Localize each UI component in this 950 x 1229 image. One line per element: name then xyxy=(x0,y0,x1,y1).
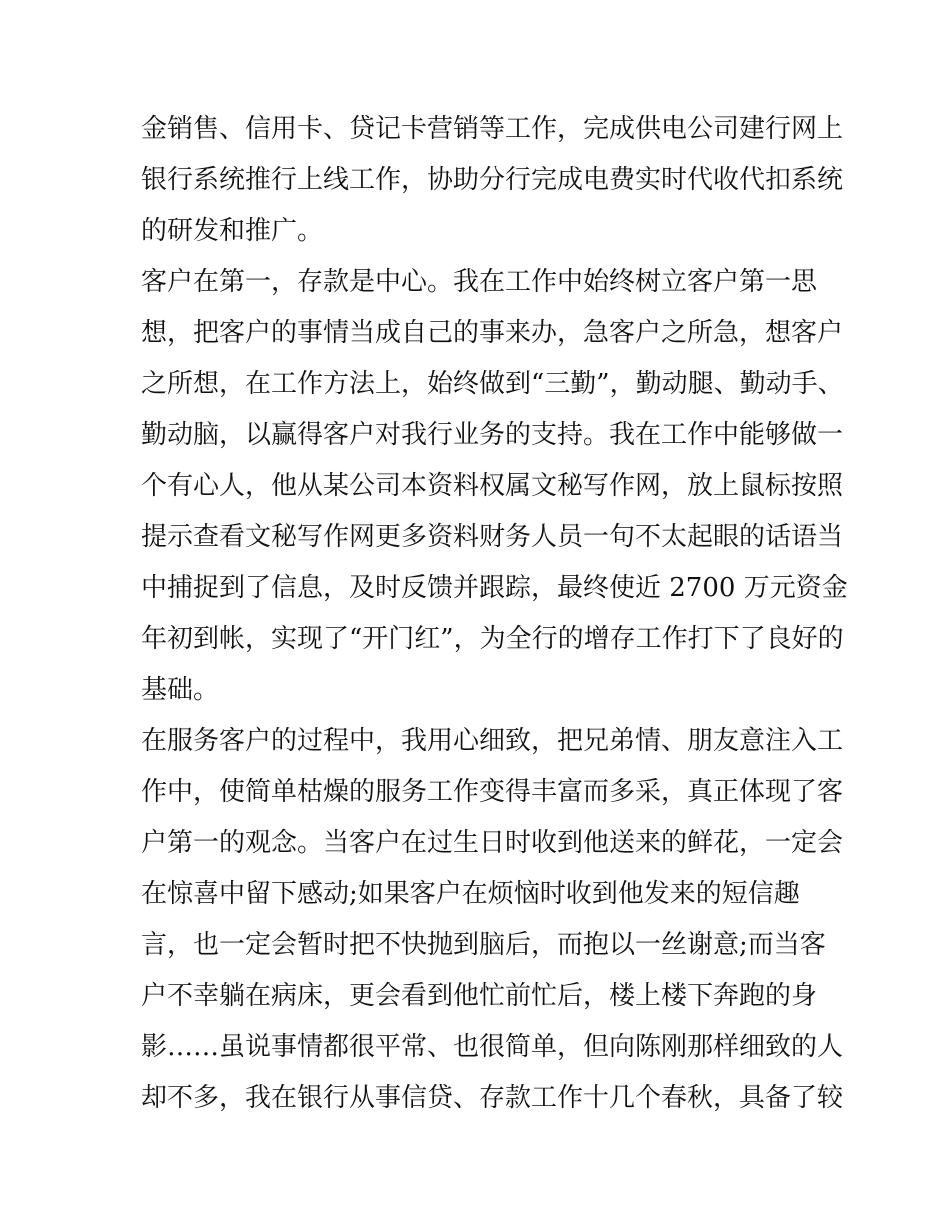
text-line: 在服务客户的过程中，我用心细致，把兄弟情、朋友意注入工 xyxy=(141,726,844,756)
text-line: 的研发和推广。 xyxy=(141,216,324,246)
text-line: 年初到帐，实现了“开门红”，为全行的增存工作打下了良好的 xyxy=(141,624,844,654)
text-line: 金销售、信用卡、贷记卡营销等工作，完成供电公司建行网上 xyxy=(141,114,844,144)
text-line: 基础。 xyxy=(141,675,220,705)
text-line: 个有心人，他从某公司本资料权属文秘写作网，放上鼠标按照 xyxy=(141,471,844,501)
text-line: 想，把客户的事情当成自己的事来办，急客户之所急，想客户 xyxy=(141,318,844,348)
text-line: 提示查看文秘写作网更多资料财务人员一句不太起眼的话语当 xyxy=(141,522,844,552)
text-line: 却不多，我在银行从事信贷、存款工作十几个春秋，具备了较 xyxy=(141,1083,844,1113)
text-line: 言，也一定会暂时把不快抛到脑后，而抱以一丝谢意;而当客 xyxy=(141,930,826,960)
text-line: 中捕捉到了信息，及时反馈并跟踪，最终使近 2700 万元资金 xyxy=(141,573,848,603)
text-line: 之所想，在工作方法上，始终做到“三勤”，勤动腿、勤动手、 xyxy=(141,369,844,399)
text-line: 作中，使简单枯燥的服务工作变得丰富而多采，真正体现了客 xyxy=(141,777,844,807)
text-line: 在惊喜中留下感动;如果客户在烦恼时收到他发来的短信趣 xyxy=(141,879,800,909)
body-text xyxy=(141,104,848,1124)
text-line: 户第一的观念。当客户在过生日时收到他送来的鲜花，一定会 xyxy=(141,828,844,858)
text-line: 影……虽说事情都很平常、也很简单，但向陈刚那样细致的人 xyxy=(141,1032,844,1062)
text-line: 勤动脑，以赢得客户对我行业务的支持。我在工作中能够做一 xyxy=(141,420,844,450)
text-line: 户不幸躺在病床，更会看到他忙前忙后，楼上楼下奔跑的身 xyxy=(141,981,818,1011)
text-line: 客户在第一，存款是中心。我在工作中始终树立客户第一思 xyxy=(141,267,818,297)
text-line: 银行系统推行上线工作，协助分行完成电费实时代收代扣系统 xyxy=(141,165,844,195)
